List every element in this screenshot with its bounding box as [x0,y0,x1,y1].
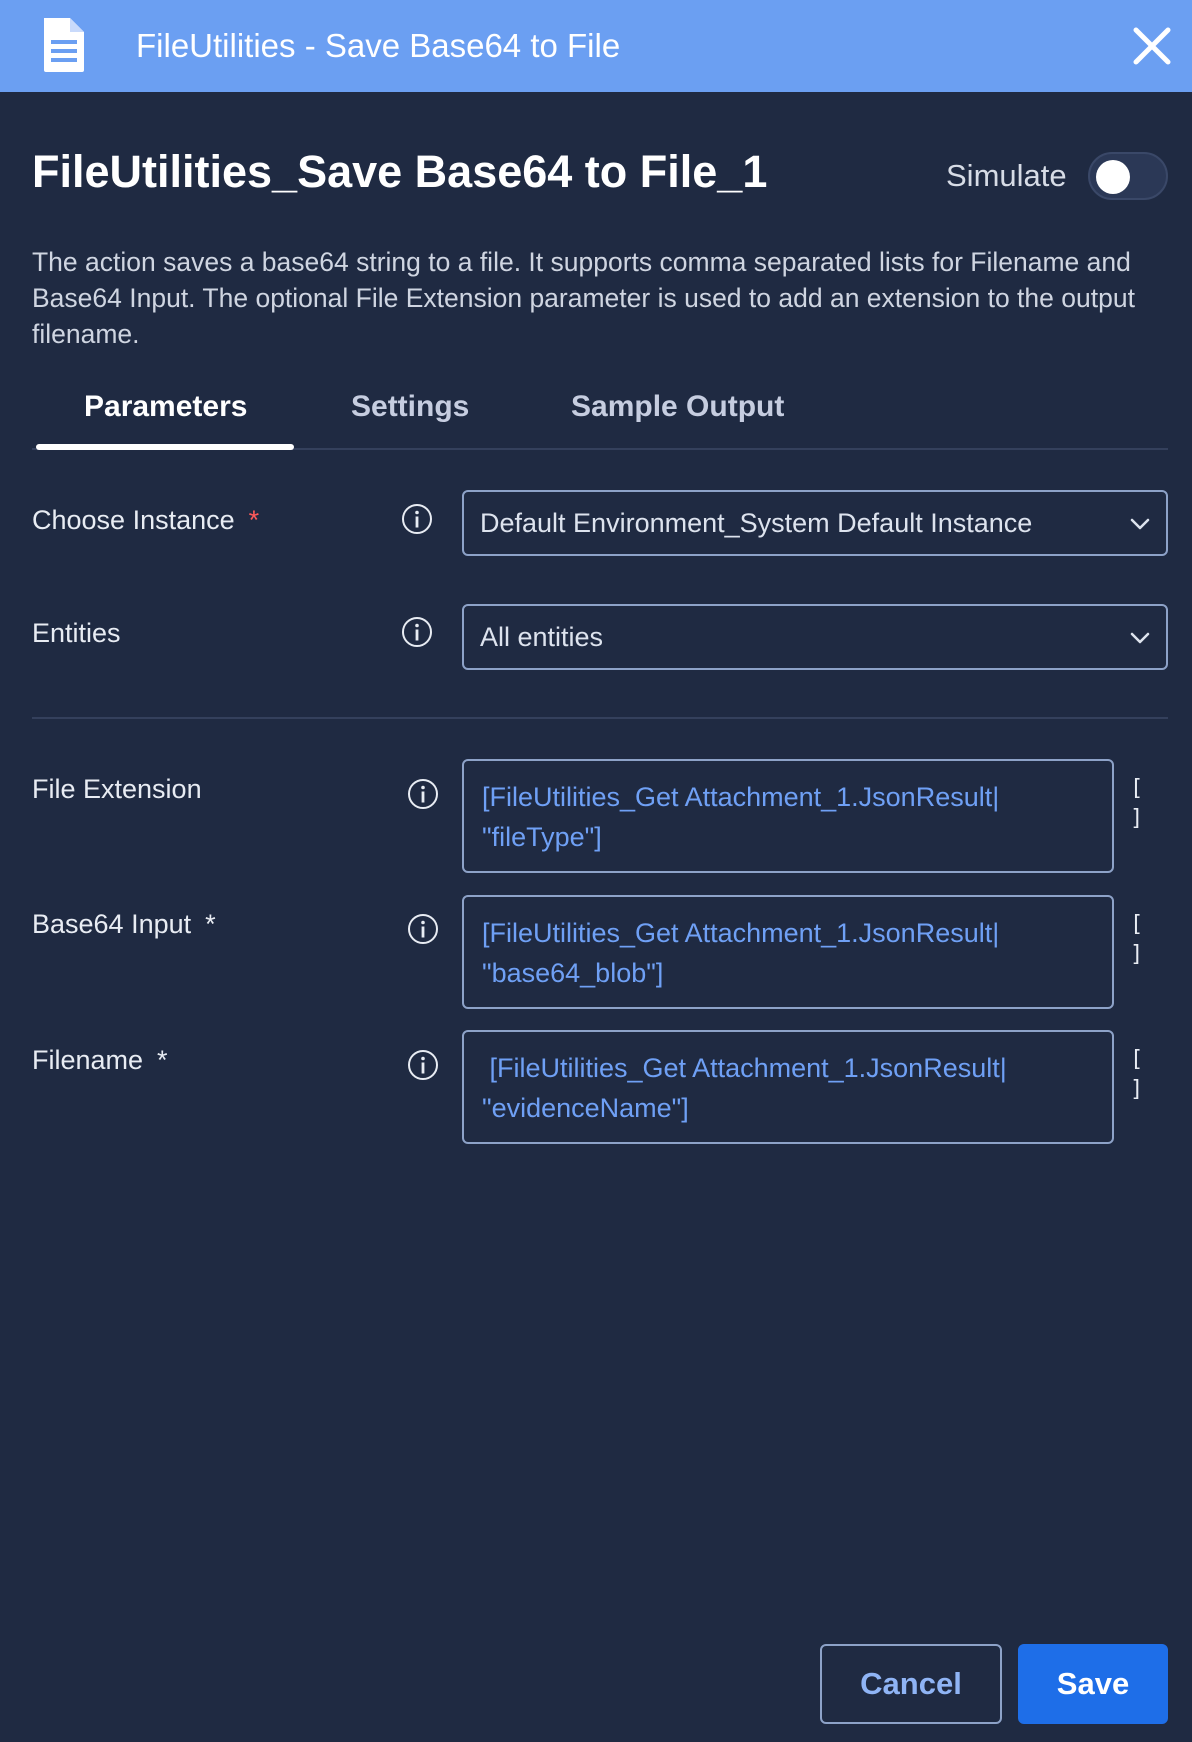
active-tab-indicator [36,444,294,450]
tab-sample-output[interactable]: Sample Output [571,390,785,423]
window-title: FileUtilities - Save Base64 to File [136,27,621,64]
instance-select-value: Default Environment_System Default Instance [480,508,1033,538]
base64-input-value-line2: "base64_blob"] [482,958,664,988]
filename-value-line1: [FileUtilities_Get Attachment_1.JsonResult| [482,1053,1007,1083]
page-title: FileUtilities_Save Base64 to File_1 [32,146,768,197]
base64-input-label-text: Base64 Input [32,909,192,939]
filename-label [32,1040,168,1080]
tab-parameters[interactable]: Parameters [84,390,248,423]
info-icon[interactable] [407,1049,439,1081]
base64-input-label [32,904,216,944]
title-bar [0,0,1192,92]
file-extension-list-button[interactable]: [ ] [1130,776,1144,831]
document-icon [40,16,88,74]
simulate-label: Simulate [946,158,1067,193]
chevron-down-icon [1128,512,1152,536]
simulate-toggle[interactable] [1088,152,1168,200]
required-marker: * [248,505,260,535]
entities-label: Entities [32,618,121,648]
required-marker: * [157,1045,168,1075]
file-extension-value-line2: "fileType"] [482,822,602,852]
info-icon[interactable] [407,778,439,810]
info-icon[interactable] [401,616,433,648]
file-extension-input[interactable] [462,759,1114,873]
choose-instance-label-text: Choose Instance [32,505,235,535]
close-icon[interactable] [1128,22,1176,70]
entities-select-value: All entities [480,622,604,652]
file-extension-label: File Extension [32,774,202,804]
cancel-button[interactable]: Cancel [820,1644,1002,1724]
base64-input-list-button[interactable]: [ ] [1130,912,1144,967]
tab-bar [32,376,1168,450]
save-button[interactable]: Save [1018,1644,1168,1724]
filename-input[interactable] [462,1030,1114,1144]
info-icon[interactable] [401,503,433,535]
filename-label-text: Filename [32,1045,144,1075]
action-description: The action saves a base64 string to a file. It supports comma separated lists for Filename and Base64 Input. The optional File Extension parameter is used to add an extension to the output filename. [32,247,1135,349]
section-divider [32,717,1168,719]
required-marker: * [205,909,216,939]
instance-select[interactable] [462,490,1168,556]
base64-input-value-line1: [FileUtilities_Get Attachment_1.JsonResult| [482,918,1000,948]
filename-value-line2: "evidenceName"] [482,1093,689,1123]
choose-instance-label [32,500,259,540]
base64-input-field[interactable] [462,895,1114,1009]
tab-settings[interactable]: Settings [351,390,470,423]
chevron-down-icon [1128,626,1152,650]
filename-list-button[interactable]: [ ] [1130,1047,1144,1102]
info-icon[interactable] [407,913,439,945]
toggle-knob [1096,160,1130,194]
entities-select[interactable] [462,604,1168,670]
file-extension-value-line1: [FileUtilities_Get Attachment_1.JsonResult| [482,782,1000,812]
